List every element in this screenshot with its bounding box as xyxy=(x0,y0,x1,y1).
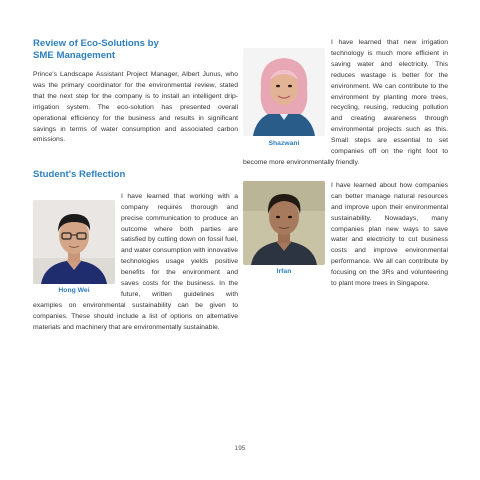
shazwani-photo xyxy=(243,48,325,136)
hongwei-reflection xyxy=(33,192,238,334)
irfan-reflection xyxy=(243,181,448,290)
left-column xyxy=(33,38,238,334)
right-column xyxy=(243,38,448,290)
review-title-line2: SME Management xyxy=(33,49,116,61)
reflection-title: Student's Reflection xyxy=(33,169,126,181)
shazwani-reflection xyxy=(243,38,448,169)
hongwei-name: Hong Wei xyxy=(58,286,90,294)
irfan-photo-block xyxy=(243,181,325,278)
irfan-text: I have learned about how companies can better manage natural resources and improve upon their environmental sustainability. Nowadays, many companies plan new ways to save water and electricity to cut business costs and improve environmental performance. We all can contribute by focusing on the 3Rs and volunteering to plant more trees in Singapore. xyxy=(331,181,448,288)
hongwei-photo-block xyxy=(33,200,115,297)
hongwei-text: I have learned that working with a company requires thorough and precise communication to produce an outcome where both parties are satisfied by cutting down on fossil fuel, and water consumption with innovative technologies usage yields positive benefits for the environment and saves costs for the business. In the future, written guidelines with examples on environmental sustainability can be given to companies. These should include a list of options on alternative materials and machinery that are environmentally sustainable. xyxy=(33,192,238,331)
review-title-line1: Review of Eco-Solutions by xyxy=(33,38,159,49)
irfan-name: Irfan xyxy=(276,267,292,275)
review-title xyxy=(33,38,238,61)
page-number: 195 xyxy=(234,445,246,452)
hongwei-photo xyxy=(33,200,115,284)
shazwani-name: Shazwani xyxy=(268,140,300,147)
shazwani-text: I have learned that new irrigation technology is much more efficient in saving water and electricity. This reduces wastage is better for the environment. We can contribute to the environment by planting more trees, recycling, reusing, reducing pollution and creating awareness through environmental projects such as this. Small steps are essential to set companies off on the right foot to become more environmentally friendly. xyxy=(243,39,448,166)
irfan-photo xyxy=(243,181,325,265)
shazwani-photo-block xyxy=(243,48,325,150)
review-body: Prince's Landscape Assistant Project Manager, Albert Junus, who was the primary coordinator for the environmental review, stated that the next step for the company is to install an intelligent drip-irrigation system. The eco-solution has presented overall operational efficiency for the business and results in significant savings in terms of water consumption and associated carbon emissions. xyxy=(33,71,238,144)
